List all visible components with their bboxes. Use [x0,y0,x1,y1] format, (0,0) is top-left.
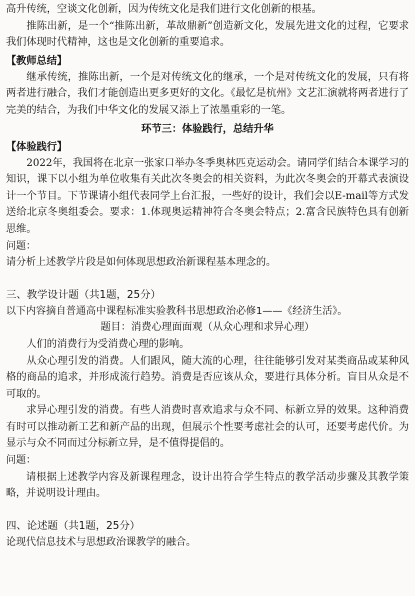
paragraph-innovation: 推陈出新，是一个“推陈出新，革故鼎新”创造新文化，发展先进文化的过程，它要求我们体现时代精神，这也是文化创新的重要追求。 [6,20,409,49]
question-1: 请分析上述教学片段是如何体现思想政治新课程基本理念的。 [6,257,276,269]
link3-title: 环节三：体验践行，总结升华 [141,122,274,135]
design-topic: 题目：消费心理面面观（从众心理和求异心理） [100,322,315,334]
question-3: 请根据上述教学内容及新课程理念，设计出符合学生特点的教学活动步骤及其教学策略，并说明设计理由。 [6,471,409,500]
paragraph-practice: 2022年，我国将在北京一张家口举办冬季奥林匹克运动会。请同学们结合本课学习的知识，课下以小组为单位收集有关此次冬奥会的相关资料，为此次冬奥会的开幕式表演设计一个节目。下节课请小组代表同学上台汇报，一些好的设计，我们会以E-mail等方式发送给北京冬奥组委会。要求：1.体现奥运精神符合冬奥会特点；2.富含民族特色具有创新思维。 [6,157,409,235]
paragraph-teacher-summary: 继承传统，推陈出新，一个是对传统文化的继承，一个是对传统文化的发展，只有将两者进行融合，我们才能创造出更多更好的文化。《最忆是杭州》文艺汇演就将两者进行了完美的结合，为我们中华文化的发展又添上了浓墨重彩的一笔。 [6,71,409,116]
paragraph-conformity: 从众心理引发的消费。人们跟风，随大流的心理，往往能够引发对某类商品或某种风格的商品的追求，并形成流行趋势。消费是否应该从众，要进行具体分析。盲目从众是不可取的。 [6,355,409,400]
practice-heading: 【体验践行】 [6,140,68,153]
section-3-title: 三、教学设计题（共1题，25分） [6,288,161,301]
paragraph-tradition: 高升传统，空谈文化创新，因为传统文化是我们进行文化创新的根基。 [6,4,322,15]
paragraph-consumption: 人们的消费行为受消费心理的影响。 [26,338,190,350]
question-label-1: 问题： [6,240,36,252]
section-4-title: 四、论述题（共1题，25分） [6,519,141,532]
question-label-3: 问题： [6,455,36,467]
section-3-intro: 以下内容摘自普通高中课程标准实验教科书思想政治必修1——《经济生活》。 [6,305,348,317]
question-4: 论现代信息技术与思想政治课教学的融合。 [6,536,196,548]
paragraph-difference: 求异心理引发的消费。有些人消费时喜欢追求与众不同、标新立异的效果。这种消费有时可以推动新工艺和新产品的出现，但展示个性要考虑社会的认可，还要考虑代价。为显示与众不同而过分标新立异，是不值得提倡的。 [6,405,409,450]
teacher-summary-heading: 【教师总结】 [6,54,68,67]
